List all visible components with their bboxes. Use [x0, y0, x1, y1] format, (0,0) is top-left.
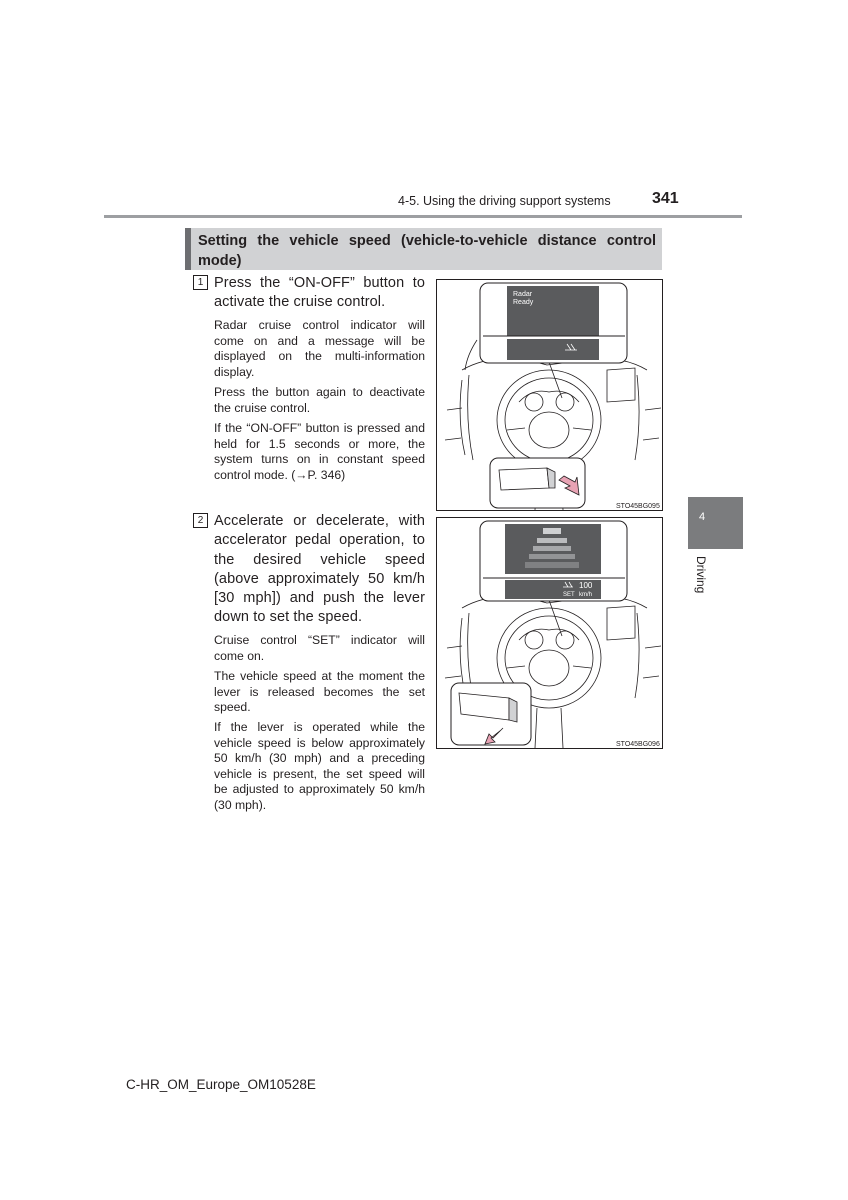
figure-1-code: STO45BG095 [616, 503, 660, 510]
step-1-text: Press the “ON-OFF” button to activate the cruise control. [214, 275, 425, 311]
display-radar-text: Radar [513, 291, 533, 298]
step-2-note-2: The vehicle speed at the moment the lever is released becomes the set speed. [214, 669, 425, 714]
figure-set-lever [436, 517, 663, 749]
step-1-number: 1 [193, 275, 208, 290]
chapter-tab [688, 497, 743, 549]
step-1-note-2: Press the button again to deactivate the cruise control. [214, 385, 425, 415]
step-1-note-1: Radar cruise control indicator will come on and a message will be displayed on the multi-information display. [214, 318, 425, 379]
step-2-number: 2 [193, 513, 208, 528]
dashboard-illustration-2 [437, 518, 663, 749]
speed-unit: km/h [579, 592, 593, 598]
set-speed-value: 100 [579, 581, 593, 590]
step-2-note-3: If the lever is operated while the vehicle speed is below approximately 50 km/h (30 mph) and a preceding vehicle is present, the set speed will be adjusted to approximately 50 km/h (30 mph). [214, 720, 425, 812]
chapter-number: 4 [699, 511, 706, 523]
step-2-note-1: Cruise control “SET” indicator will come on. [214, 633, 425, 663]
figure-2-code: STO45BG096 [616, 741, 660, 748]
set-indicator: SET [563, 592, 575, 598]
page-number: 341 [652, 190, 679, 207]
display-ready-text: Ready [513, 299, 534, 306]
chapter-label: Driving [694, 556, 708, 594]
figure-on-off-button [436, 279, 663, 511]
footer-document-id: C-HR_OM_Europe_OM10528E [126, 1077, 316, 1092]
header-rule [104, 215, 742, 218]
section-title: Setting the vehicle speed (vehicle-to-vehicle distance control mode) [185, 228, 662, 270]
step-1-note-3: If the “ON-OFF” button is pressed and held for 1.5 seconds or more, the system turns on in constant speed control mode. (→P. 346) [214, 421, 425, 482]
dashboard-illustration [437, 280, 663, 511]
step-2-text: Accelerate or decelerate, with accelerator pedal operation, to the desired vehicle speed (above approximately 50 km/h [30 mph]) and push the lever down to set the speed. [214, 513, 425, 626]
running-header-section: 4-5. Using the driving support systems [398, 194, 611, 208]
